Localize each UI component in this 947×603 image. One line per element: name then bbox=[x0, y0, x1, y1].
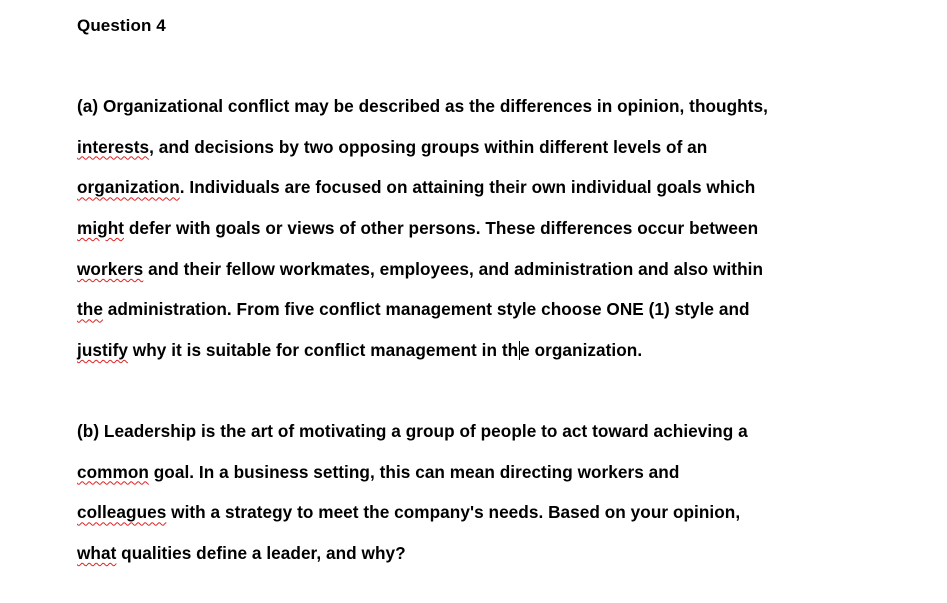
line-text: goal. In a business setting, this can mean directing workers and bbox=[148, 461, 680, 482]
line-text: administration. From five conflict management style choose ONE (1) style and bbox=[102, 299, 750, 320]
paragraph-line bbox=[77, 86, 897, 127]
line-text: , and decisions by two opposing groups within different levels of an bbox=[149, 136, 708, 157]
spellcheck-flagged-word[interactable]: colleagues bbox=[77, 502, 167, 523]
paragraph-line bbox=[77, 330, 897, 371]
line-text: with a strategy to meet the company's needs. Based on your opinion, bbox=[166, 502, 741, 523]
spellcheck-flagged-word[interactable]: the bbox=[77, 299, 103, 320]
paragraph-line bbox=[77, 289, 897, 330]
line-text: (a) Organizational conflict may be described as the differences in opinion, thoughts, bbox=[77, 96, 768, 116]
spellcheck-flagged-word[interactable]: might bbox=[77, 218, 125, 239]
line-text: defer with goals or views of other persons. These differences occur between bbox=[124, 218, 759, 239]
spellcheck-flagged-word[interactable]: organization bbox=[77, 177, 180, 198]
paragraph-line bbox=[77, 452, 897, 493]
question-heading: Question 4 bbox=[77, 16, 166, 35]
paragraph-line bbox=[77, 411, 897, 452]
paragraph-line bbox=[77, 127, 897, 168]
spellcheck-flagged-word[interactable]: workers bbox=[77, 258, 144, 279]
line-text: e organization. bbox=[520, 340, 643, 361]
paragraph-line bbox=[77, 208, 897, 249]
paragraph-line bbox=[77, 533, 897, 574]
paragraph-line bbox=[77, 249, 897, 290]
paragraph-part-b[interactable] bbox=[77, 411, 897, 574]
paragraph-line bbox=[77, 167, 897, 208]
line-text: qualities define a leader, and why? bbox=[116, 543, 406, 564]
spellcheck-flagged-word[interactable]: common bbox=[77, 461, 149, 482]
line-text: and their fellow workmates, employees, and administration and also within bbox=[143, 258, 763, 279]
line-text: why it is suitable for conflict management in th bbox=[127, 340, 519, 361]
paragraph-line bbox=[77, 492, 897, 533]
spellcheck-flagged-word[interactable]: interests bbox=[77, 136, 150, 157]
line-text: (b) Leadership is the art of motivating a group of people to act toward achieving a bbox=[77, 421, 748, 441]
line-text: . Individuals are focused on attaining their own individual goals which bbox=[179, 177, 756, 198]
spellcheck-flagged-word[interactable]: justify bbox=[77, 340, 128, 361]
spellcheck-flagged-word[interactable]: what bbox=[77, 543, 117, 564]
paragraph-part-a[interactable] bbox=[77, 86, 897, 371]
